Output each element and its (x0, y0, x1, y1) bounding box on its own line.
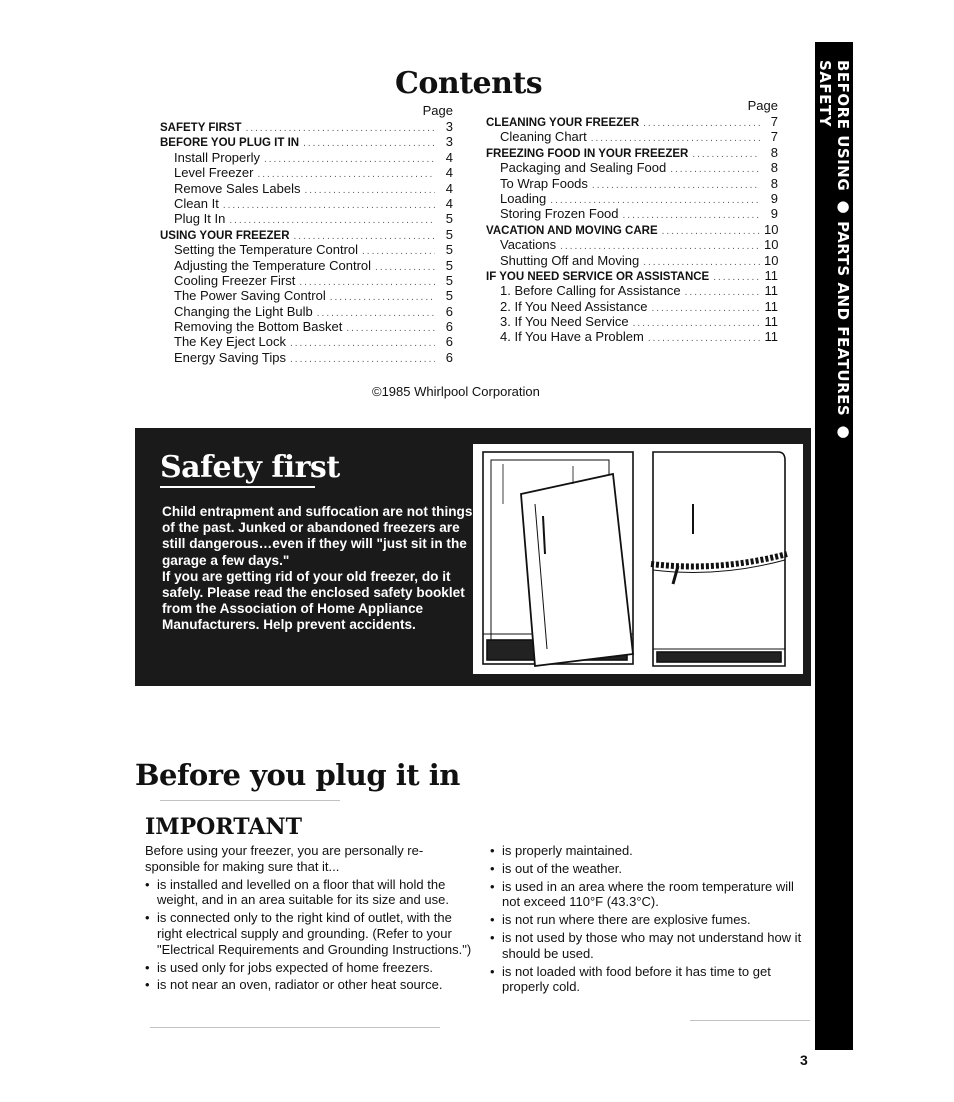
toc-entry-page: 6 (445, 319, 453, 335)
toc-entry (160, 288, 453, 303)
toc-entry-label: 2. If You Need Assistance (500, 298, 648, 314)
section-side-tab (815, 42, 853, 1050)
toc-entry-label: Energy Saving Tips (174, 349, 287, 365)
toc-dot-leader (591, 131, 760, 144)
toc-dot-leader (623, 208, 760, 221)
toc-entry-label: Packaging and Sealing Food (500, 160, 667, 176)
toc-left-column (160, 102, 453, 365)
toc-entry-page: 6 (445, 334, 453, 350)
toc-entry-label: BEFORE YOU PLUG IT IN (160, 137, 300, 150)
toc-dot-leader (643, 116, 760, 129)
toc-entry-page: 5 (445, 242, 453, 258)
copyright-line: ©1985 Whirlpool Corporation (372, 384, 540, 399)
toc-entry-page: 11 (764, 314, 778, 330)
toc-entry-page: 10 (764, 252, 778, 268)
toc-entry-page: 10 (764, 237, 778, 253)
toc-entry-page: 3 (445, 119, 453, 134)
toc-entry-page: 5 (445, 226, 453, 242)
toc-entry-page: 6 (445, 303, 453, 319)
toc-dot-leader (670, 162, 760, 175)
safety-title-underline (160, 486, 315, 488)
toc-entry (160, 150, 453, 165)
bullet-item: • is used only for jobs expected of home freezers. (145, 960, 473, 976)
toc-dot-leader (299, 275, 435, 288)
toc-entry-page: 4 (445, 165, 453, 181)
toc-entry (160, 227, 453, 242)
toc-entry (160, 242, 453, 257)
toc-entry-page: 5 (445, 272, 453, 288)
toc-entry (160, 304, 453, 319)
bullet-item: • is used in an area where the room temperature will not exceed 110°F (43.3°C). (490, 879, 810, 911)
safety-paragraph-2: If you are getting rid of your old freezer, do it safely. Please read the enclosed safety booklet from the Association of Home Appliance Manufacturers. Help prevent accidents. (162, 568, 465, 633)
toc-dot-leader (633, 316, 760, 329)
toc-page-header: Page (747, 98, 778, 113)
toc-entry-page: 11 (764, 329, 778, 345)
toc-entry (160, 273, 453, 288)
toc-entry-page: 4 (445, 195, 453, 211)
toc-entry (486, 114, 778, 129)
toc-entry (486, 145, 778, 160)
toc-entry-label: CLEANING YOUR FREEZER (486, 117, 640, 129)
safety-first-banner (135, 428, 811, 686)
toc-dot-leader (290, 336, 435, 349)
toc-dot-leader (375, 260, 435, 273)
toc-entry (486, 176, 778, 191)
toc-entry-label: Changing the Light Bulb (174, 303, 313, 319)
toc-entry (486, 314, 778, 329)
toc-dot-leader (648, 331, 760, 344)
toc-entry-page: 4 (445, 180, 453, 196)
toc-entry-page: 5 (445, 211, 453, 227)
toc-entry (486, 283, 778, 298)
toc-entry (486, 299, 778, 314)
toc-entry (160, 196, 453, 211)
toc-entry-label: Plug It In (174, 211, 226, 227)
toc-dot-leader (713, 270, 760, 283)
toc-entry (486, 191, 778, 206)
bullet-item: • is connected only to the right kind of outlet, with the right electrical supply and grounding. (Refer to your "Electrical Requirements and Grounding Instructions.") (145, 910, 473, 957)
toc-entry-page: 5 (445, 257, 453, 273)
toc-entry-label: Removing the Bottom Basket (174, 319, 343, 335)
important-intro: Before using your freezer, you are personally responsible for making sure that it... (145, 843, 424, 874)
bullet-item: • is not near an oven, radiator or other heat source. (145, 977, 473, 993)
toc-entry (160, 119, 453, 134)
toc-entry (486, 253, 778, 268)
toc-entry-label: Cooling Freezer First (174, 272, 296, 288)
toc-entry-label: Install Properly (174, 149, 260, 165)
toc-entry-page: 9 (770, 190, 778, 206)
toc-dot-leader (257, 167, 435, 180)
safety-paragraph-1: Child entrapment and suffocation are not things of the past. Junked or abandoned freezers are still dangerous…even if they will "just sit in the garage a few days." (162, 504, 473, 568)
toc-dot-leader (346, 321, 435, 334)
toc-dot-leader (643, 255, 760, 268)
toc-entry (486, 222, 778, 237)
toc-entry (486, 329, 778, 344)
toc-dot-leader (317, 306, 435, 319)
toc-dot-leader (651, 301, 760, 314)
toc-entry-label: 3. If You Need Service (500, 314, 629, 330)
toc-entry-label: VACATION AND MOVING CARE (486, 224, 658, 237)
freezer-illustration (473, 444, 803, 674)
toc-entry (160, 258, 453, 273)
toc-entry-label: Remove Sales Labels (174, 180, 301, 196)
toc-dot-leader (223, 198, 435, 211)
toc-entry-label: Adjusting the Temperature Control (174, 257, 372, 273)
important-right-column (490, 843, 810, 997)
toc-page-header: Page (422, 103, 453, 118)
toc-entry-label: To Wrap Foods (500, 175, 588, 191)
scan-artifact (690, 1020, 810, 1021)
bullet-item: • is properly maintained. (490, 843, 810, 859)
contents-title: Contents (395, 66, 543, 101)
right-bullet-list (490, 843, 810, 995)
toc-entry (486, 129, 778, 144)
toc-entry-page: 9 (770, 206, 778, 222)
section-title-before-plug-in: Before you plug it in (135, 758, 460, 792)
toc-entry-page: 11 (764, 283, 778, 299)
toc-entry-label: Vacations (500, 237, 557, 253)
toc-entry-label: The Power Saving Control (174, 288, 326, 304)
toc-entry-page: 4 (445, 149, 453, 165)
toc-entry (160, 165, 453, 180)
toc-dot-leader (362, 244, 435, 257)
toc-entry-label: USING YOUR FREEZER (160, 229, 290, 242)
toc-dot-leader (662, 224, 760, 237)
toc-entry-page: 8 (770, 175, 778, 191)
toc-entry-label: The Key Eject Lock (174, 334, 286, 350)
toc-entry-label: 1. Before Calling for Assistance (500, 283, 681, 299)
toc-entry (160, 334, 453, 349)
toc-right-column (486, 97, 778, 345)
toc-entry-label: 4. If You Have a Problem (500, 329, 644, 345)
toc-dot-leader (330, 290, 435, 303)
toc-dot-leader (560, 239, 760, 252)
scan-artifact (160, 800, 340, 801)
toc-entry-page: 3 (445, 134, 453, 150)
toc-dot-leader (264, 152, 435, 165)
toc-dot-leader (304, 183, 435, 196)
toc-entry-page: 8 (770, 144, 778, 160)
toc-entry-page: 7 (770, 114, 778, 129)
bullet-item: • is installed and levelled on a floor that will hold the weight, and in an area suitable for its size and use. (145, 877, 473, 909)
toc-dot-leader (692, 147, 760, 160)
toc-entry (486, 160, 778, 175)
toc-entry-label: Storing Frozen Food (500, 206, 619, 222)
toc-entry (486, 206, 778, 221)
page-number: 3 (800, 1052, 808, 1068)
left-bullet-list (145, 877, 473, 994)
bullet-item: • is not run where there are explosive fumes. (490, 912, 810, 928)
toc-entry (160, 211, 453, 226)
toc-entry (160, 134, 453, 149)
bullet-item: • is not loaded with food before it has time to get properly cold. (490, 964, 810, 996)
toc-dot-leader (303, 136, 435, 149)
toc-entry-label: IF YOU NEED SERVICE OR ASSISTANCE (486, 270, 710, 283)
scan-artifact (150, 1027, 440, 1028)
bullet-item: • is out of the weather. (490, 861, 810, 877)
toc-entry-label: Cleaning Chart (500, 129, 587, 145)
bullet-item: • is not used by those who may not understand how it should be used. (490, 930, 810, 962)
toc-entry-label: Setting the Temperature Control (174, 242, 359, 258)
toc-entry-label: Level Freezer (174, 165, 254, 181)
toc-dot-leader (290, 352, 435, 365)
toc-entry-label: Shutting Off and Moving (500, 252, 640, 268)
toc-entry-label: SAFETY FIRST (160, 122, 242, 134)
toc-entry-page: 7 (770, 129, 778, 145)
toc-entry (160, 350, 453, 365)
toc-entry-page: 10 (764, 221, 778, 237)
toc-entry-page: 11 (764, 267, 778, 283)
important-left-column (145, 843, 473, 995)
safety-body (162, 504, 480, 634)
toc-entry-page: 5 (445, 288, 453, 304)
important-heading: IMPORTANT (145, 814, 302, 840)
toc-dot-leader (229, 213, 435, 226)
toc-entry-label: Clean It (174, 195, 219, 211)
toc-entry (486, 237, 778, 252)
toc-entry-label: Loading (500, 190, 547, 206)
safety-title: Safety first (160, 450, 340, 485)
toc-dot-leader (294, 229, 436, 242)
toc-dot-leader (550, 193, 760, 206)
toc-dot-leader (592, 178, 760, 191)
toc-entry-page: 8 (770, 160, 778, 176)
side-tab-label: BEFORE USING ● PARTS AND FEATURES ● SAFETY (816, 60, 852, 441)
toc-entry-label: FREEZING FOOD IN YOUR FREEZER (486, 147, 689, 160)
toc-dot-leader (246, 121, 435, 134)
toc-dot-leader (685, 285, 760, 298)
toc-entry (160, 181, 453, 196)
toc-entry-page: 6 (445, 349, 453, 365)
toc-entry-page: 11 (764, 298, 778, 314)
toc-entry (486, 268, 778, 283)
toc-entry (160, 319, 453, 334)
